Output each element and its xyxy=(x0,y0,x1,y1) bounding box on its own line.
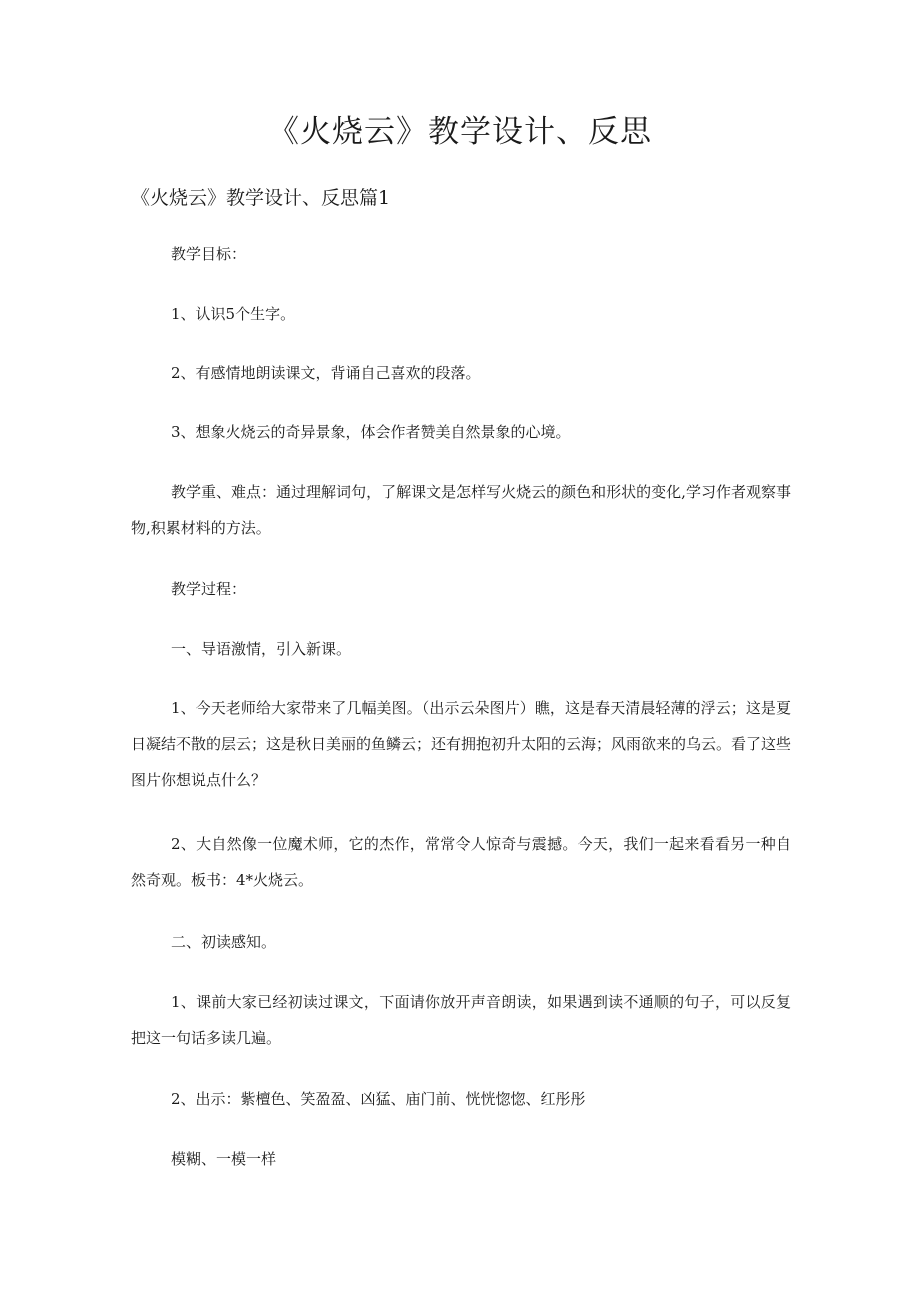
paragraph-teaching-goals-label: 教学目标： xyxy=(171,245,247,263)
section-heading: 《火烧云》教学设计、反思篇1 xyxy=(131,187,391,209)
paragraph-vocabulary-continued: 模糊、一模一样 xyxy=(171,1150,277,1168)
paragraph-step-1-heading: 一、导语激情，引入新课。 xyxy=(171,640,352,658)
paragraph-process-label: 教学过程： xyxy=(171,580,247,598)
paragraph-key-points: 教学重、难点：通过理解词句，了解课文是怎样写火烧云的颜色和形状的变化,学习作者观察事物,积累材料的方法。 xyxy=(131,483,791,537)
paragraph-goal-2: 2、有感情地朗读课文，背诵自己喜欢的段落。 xyxy=(171,364,481,382)
paragraph-step-1-item-2: 2、大自然像一位魔术师，它的杰作，常常令人惊奇与震撼。今天，我们一起来看看另一种自然奇观。板书：4*火烧云。 xyxy=(131,835,791,889)
paragraph-step-2-heading: 二、初读感知。 xyxy=(171,933,277,951)
paragraph-step-2-item-1: 1、课前大家已经初读过课文，下面请你放开声音朗读，如果遇到读不通顺的句子，可以反复把这一句话多读几遍。 xyxy=(131,993,791,1047)
paragraph-goal-3: 3、想象火烧云的奇异景象，体会作者赞美自然景象的心境。 xyxy=(171,423,571,441)
paragraph-goal-1: 1、认识5个生字。 xyxy=(171,305,296,323)
document-title: 《火烧云》教学设计、反思 xyxy=(268,114,652,150)
paragraph-step-2-item-2: 2、出示：紫檀色、笑盈盈、凶猛、庙门前、恍恍惚惚、红彤彤 xyxy=(171,1090,586,1108)
paragraph-step-1-item-1: 1、今天老师给大家带来了几幅美图。（出示云朵图片）瞧，这是春天清晨轻薄的浮云；这是夏日凝结不散的层云；这是秋日美丽的鱼鳞云；还有拥抱初升太阳的云海；风雨欲来的乌云。看了这些图片你想说点什么？ xyxy=(131,699,792,789)
